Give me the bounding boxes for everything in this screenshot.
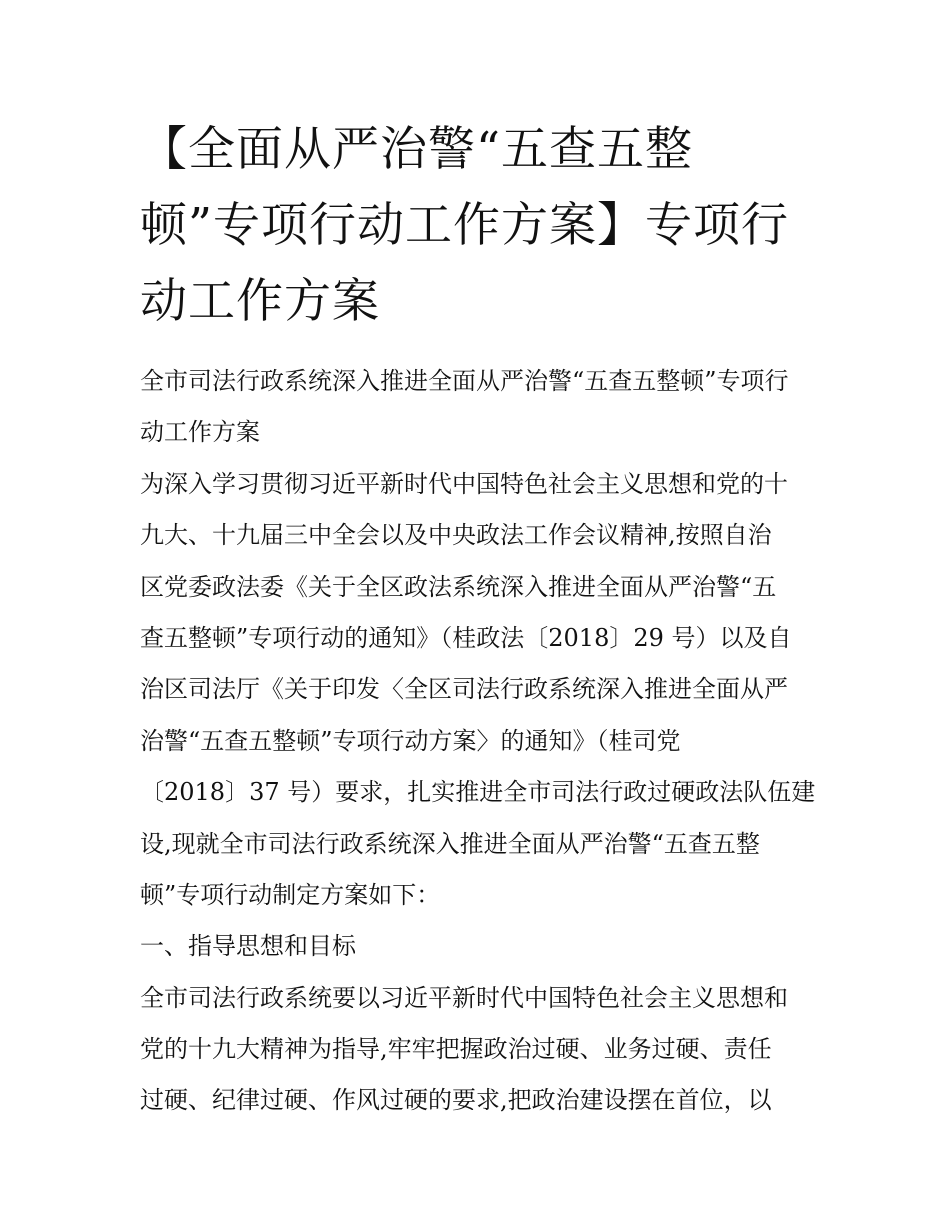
body-line: 九大、十九届三中全会以及中央政法工作会议精神,按照自治 [140,521,772,550]
title-line: 【全面从严治警“五查五整 [140,122,694,177]
body-line: 设,现就全市司法行政系统深入推进全面从严治警“五查五整 [140,829,760,858]
body-line: 治区司法厅《关于印发〈全区司法行政系统深入推进全面从严 [140,675,788,704]
body-line: 〔2018〕37 号）要求，扎实推进全市司法行政过硬政法队伍建 [140,778,816,807]
section-heading: 一、指导思想和目标 [140,932,356,961]
body-line: 动工作方案 [140,418,260,447]
body-line: 过硬、纪律过硬、作风过硬的要求,把政治建设摆在首位，以 [140,1086,772,1115]
body-line: 顿”专项行动制定方案如下： [140,880,441,909]
document-title [140,112,830,340]
body-line: 为深入学习贯彻习近平新时代中国特色社会主义思想和党的十 [140,469,788,498]
title-line: 动工作方案 [140,274,380,329]
document-body [140,356,830,1127]
body-line: 治警“五查五整顿”专项行动方案〉的通知》（桂司党 [140,726,681,755]
body-line: 全市司法行政系统深入推进全面从严治警“五查五整顿”专项行 [140,367,789,395]
body-line: 查五整顿”专项行动的通知》（桂政法〔2018〕29 号）以及自 [140,623,792,652]
body-line: 全市司法行政系统要以习近平新时代中国特色社会主义思想和 [140,983,788,1012]
title-line: 顿”专项行动工作方案】专项行 [140,198,790,253]
body-line: 区党委政法委《关于全区政法系统深入推进全面从严治警“五 [140,572,777,601]
body-line: 党的十九大精神为指导,牢牢把握政治过硬、业务过硬、责任 [140,1035,772,1064]
